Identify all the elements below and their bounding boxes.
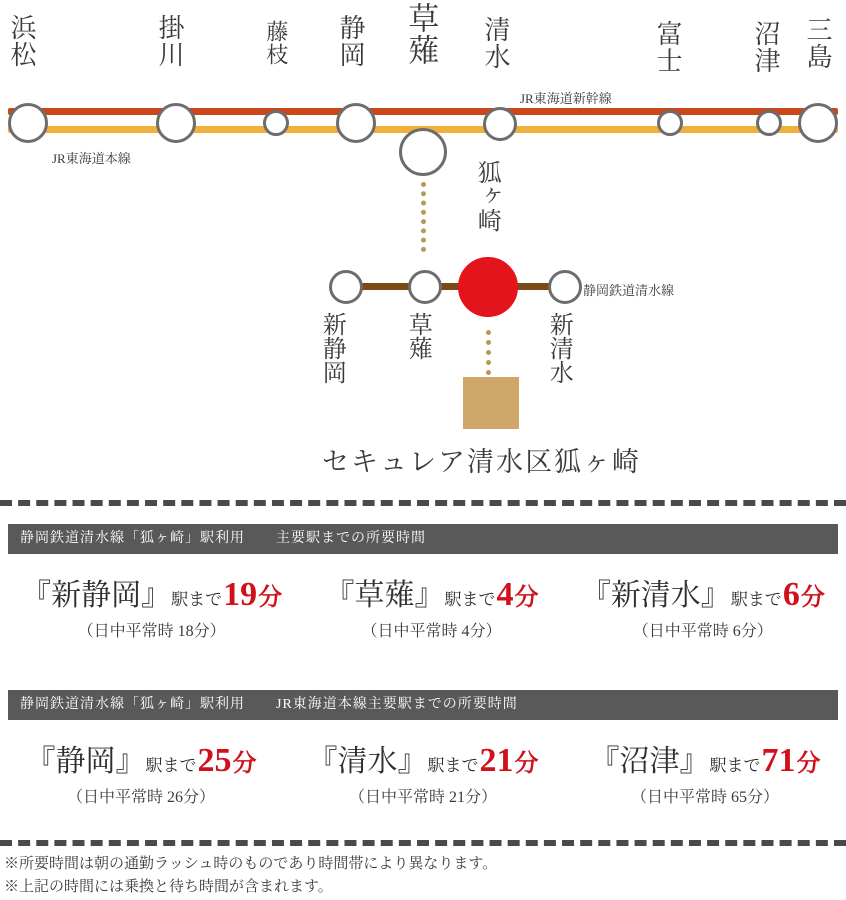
time-number: 25 bbox=[197, 742, 232, 779]
station-marker-shimizu bbox=[483, 107, 517, 141]
time-item bbox=[581, 570, 825, 641]
time-station: 『清水』 bbox=[307, 745, 428, 778]
station-marker-hamamatsu bbox=[8, 103, 48, 143]
time-made: 駅まで bbox=[171, 590, 223, 609]
station-label-fuji: 富士 bbox=[653, 20, 683, 74]
footnote-line: ※所要時間は朝の通勤ラッシュ時のものであり時間帯により異なります。 bbox=[4, 856, 498, 872]
time-station: 『静岡』 bbox=[25, 745, 146, 778]
footnote-line: ※上記の時間には乗換と待ち時間が含まれます。 bbox=[4, 879, 333, 896]
station-marker-shin-shimizu bbox=[548, 270, 582, 304]
footnotes bbox=[4, 853, 497, 900]
station-marker-shizuoka bbox=[336, 103, 376, 143]
time-subnote: （日中平常時 26分） bbox=[66, 789, 215, 806]
time-subnote: （日中平常時 4分） bbox=[361, 623, 502, 640]
station-label-shin-shizuoka: 新静岡 bbox=[318, 312, 345, 384]
time-subnote: （日中平常時 65分） bbox=[630, 789, 779, 806]
time-number: 19 bbox=[223, 576, 258, 613]
jr-tokaido-line-label: JR東海道本線 bbox=[52, 151, 131, 166]
station-label-numazu: 沼津 bbox=[751, 20, 781, 74]
time-station: 『草薙』 bbox=[324, 579, 445, 612]
time-made: 駅まで bbox=[709, 756, 761, 775]
station-label-mishima: 三島 bbox=[803, 16, 833, 70]
station-label-kitsunegasaki: 狐ヶ崎 bbox=[473, 160, 500, 232]
time-number: 4 bbox=[496, 576, 514, 613]
section-1-band bbox=[8, 524, 838, 554]
shizutetsu-line bbox=[336, 283, 568, 290]
time-station: 『沼津』 bbox=[589, 745, 710, 778]
section-2-band-left: 静岡鉄道清水線「狐ヶ崎」駅利用 bbox=[20, 697, 245, 712]
time-subnote: （日中平常時 6分） bbox=[632, 623, 773, 640]
time-item bbox=[324, 570, 538, 641]
time-number: 21 bbox=[479, 742, 514, 779]
station-label-hamamatsu: 浜松 bbox=[7, 14, 37, 68]
time-made: 駅まで bbox=[730, 590, 782, 609]
station-marker-fuji bbox=[657, 110, 683, 136]
time-number: 6 bbox=[782, 576, 800, 613]
station-label-shimizu: 清水 bbox=[481, 16, 511, 70]
station-marker-fujieda bbox=[263, 110, 289, 136]
section-2-band bbox=[8, 690, 838, 720]
station-label-fujieda: 藤枝 bbox=[263, 20, 289, 66]
station-marker-kusanagi-jr bbox=[399, 128, 447, 176]
station-marker-kitsunegasaki bbox=[458, 257, 518, 317]
time-made: 駅まで bbox=[145, 756, 197, 775]
station-marker-numazu bbox=[756, 110, 782, 136]
time-unit: 分 bbox=[800, 585, 825, 611]
time-unit: 分 bbox=[514, 585, 539, 611]
time-item bbox=[26, 736, 257, 807]
station-marker-kusanagi-shizutetsu bbox=[408, 270, 442, 304]
property-label: セキュレア清水区狐ヶ崎 bbox=[322, 447, 641, 477]
time-item bbox=[308, 736, 539, 807]
divider-top bbox=[0, 500, 846, 506]
time-made: 駅まで bbox=[444, 590, 496, 609]
section-2-times bbox=[0, 736, 846, 807]
section-1-band-left: 静岡鉄道清水線「狐ヶ崎」駅利用 bbox=[20, 531, 245, 546]
time-number: 71 bbox=[761, 742, 796, 779]
station-marker-kakegawa bbox=[156, 103, 196, 143]
jr-shinkansen-line-label: JR東海道新幹線 bbox=[520, 91, 612, 106]
station-label-kusanagi-shizutetsu: 草薙 bbox=[404, 312, 431, 360]
station-label-kusanagi: 草薙 bbox=[403, 2, 439, 66]
section-1-band-right: 主要駅までの所要時間 bbox=[276, 531, 426, 546]
time-station: 『新清水』 bbox=[580, 579, 731, 612]
time-subnote: （日中平常時 21分） bbox=[348, 789, 497, 806]
time-item bbox=[21, 570, 282, 641]
time-unit: 分 bbox=[258, 585, 283, 611]
station-label-shin-shimizu: 新清水 bbox=[545, 312, 572, 384]
time-subnote: （日中平常時 18分） bbox=[77, 623, 226, 640]
section-1-times bbox=[0, 570, 846, 641]
walk-dots-property bbox=[486, 330, 491, 375]
station-label-kakegawa: 掛川 bbox=[155, 14, 185, 68]
time-unit: 分 bbox=[796, 751, 821, 777]
time-item bbox=[590, 736, 821, 807]
time-unit: 分 bbox=[514, 751, 539, 777]
time-unit: 分 bbox=[232, 751, 257, 777]
divider-bottom bbox=[0, 840, 846, 846]
time-made: 駅まで bbox=[427, 756, 479, 775]
shizutetsu-line-label: 静岡鉄道清水線 bbox=[583, 283, 675, 298]
jr-shinkansen-line bbox=[8, 108, 838, 115]
transfer-dots-kusanagi bbox=[421, 182, 426, 252]
station-label-shizuoka: 静岡 bbox=[336, 14, 366, 68]
time-station: 『新静岡』 bbox=[21, 579, 172, 612]
station-marker-mishima bbox=[798, 103, 838, 143]
section-2-band-right: JR東海道本線主要駅までの所要時間 bbox=[276, 697, 518, 712]
property-building-icon bbox=[463, 377, 519, 429]
station-marker-shin-shizuoka bbox=[329, 270, 363, 304]
